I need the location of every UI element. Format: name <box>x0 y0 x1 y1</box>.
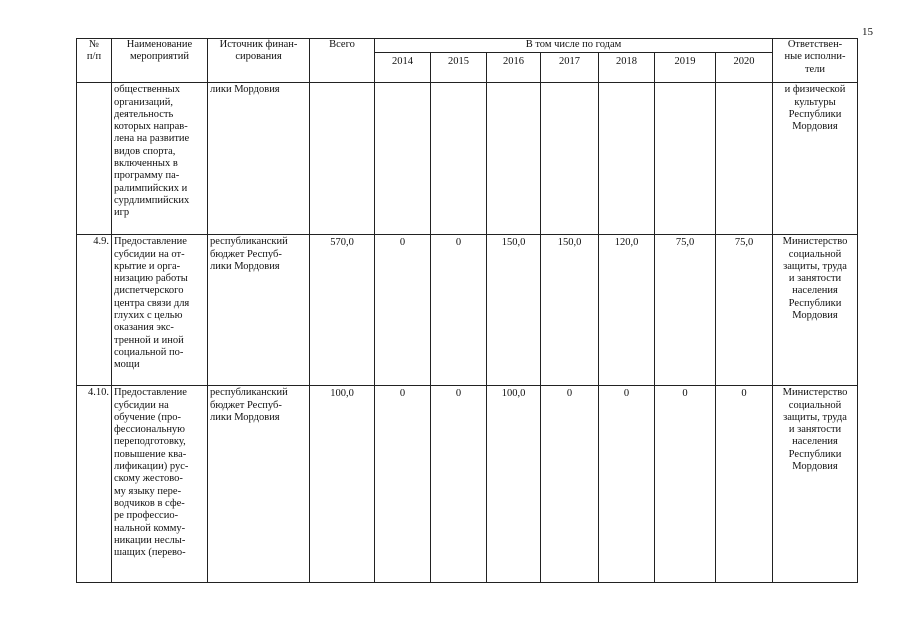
row-value-2015: 0 <box>431 235 487 386</box>
header-year-2015: 2015 <box>431 53 487 83</box>
header-name: Наименование мероприятий <box>112 39 208 83</box>
row-total <box>310 83 375 235</box>
row-responsible: и физической культуры Республики Мордовия <box>773 83 858 235</box>
row-value-2018: 0 <box>599 386 655 583</box>
row-name: общественных организаций, деятельность которых направ- лена на развитие видов спорта, включенных в программу па- ралимпийских и сурдлимпийских игр <box>112 83 208 235</box>
row-value-2017: 0 <box>541 386 599 583</box>
row-total: 100,0 <box>310 386 375 583</box>
row-value-2016: 100,0 <box>487 386 541 583</box>
row-value-2017: 150,0 <box>541 235 599 386</box>
header-year-2020: 2020 <box>716 53 773 83</box>
row-value-2018: 120,0 <box>599 235 655 386</box>
row-num: 4.10. <box>77 386 112 583</box>
row-source: лики Мордовия <box>208 83 310 235</box>
header-year-2017: 2017 <box>541 53 599 83</box>
row-value-2020: 0 <box>716 386 773 583</box>
header-total: Всего <box>310 39 375 83</box>
row-value-2014 <box>375 83 431 235</box>
row-value-2014: 0 <box>375 386 431 583</box>
row-responsible: Министерство социальной защиты, труда и занятости населения Республики Мордовия <box>773 235 858 386</box>
header-year-2016: 2016 <box>487 53 541 83</box>
row-num <box>77 83 112 235</box>
row-name: Предоставление субсидии на обучение (про- фессиональную переподготовку, повышение ква- лификации) рус- скому жестово- му языку пере- водчиков в сфе- ре профессио- нальной комму- никации неслы- шащих (перево- <box>112 386 208 583</box>
header-num: № п/п <box>77 39 112 83</box>
row-name: Предоставление субсидии на от- крытие и орга- низацию работы диспетчерского центра связи для глухих с целью оказания экс- тренной и иной социальной по- мощи <box>112 235 208 386</box>
row-value-2020 <box>716 83 773 235</box>
row-value-2014: 0 <box>375 235 431 386</box>
row-value-2017 <box>541 83 599 235</box>
row-value-2016: 150,0 <box>487 235 541 386</box>
row-value-2019: 0 <box>655 386 716 583</box>
row-value-2015 <box>431 83 487 235</box>
row-value-2018 <box>599 83 655 235</box>
row-source: республиканский бюджет Респуб- лики Мордовия <box>208 386 310 583</box>
row-total: 570,0 <box>310 235 375 386</box>
header-year-2018: 2018 <box>599 53 655 83</box>
row-value-2016 <box>487 83 541 235</box>
row-value-2019 <box>655 83 716 235</box>
header-source: Источник финан- сирования <box>208 39 310 83</box>
row-value-2020: 75,0 <box>716 235 773 386</box>
header-year-2014: 2014 <box>375 53 431 83</box>
header-responsible: Ответствен- ные исполни- тели <box>773 39 858 83</box>
row-responsible: Министерство социальной защиты, труда и занятости населения Республики Мордовия <box>773 386 858 583</box>
row-value-2015: 0 <box>431 386 487 583</box>
table-row <box>77 386 858 583</box>
page-number: 15 <box>862 26 873 38</box>
row-source: республиканский бюджет Респуб- лики Мордовия <box>208 235 310 386</box>
table-row <box>77 83 858 235</box>
header-years-group: В том числе по годам <box>375 39 773 53</box>
header-year-2019: 2019 <box>655 53 716 83</box>
row-num: 4.9. <box>77 235 112 386</box>
table-row <box>77 235 858 386</box>
row-value-2019: 75,0 <box>655 235 716 386</box>
funding-table <box>76 38 858 583</box>
